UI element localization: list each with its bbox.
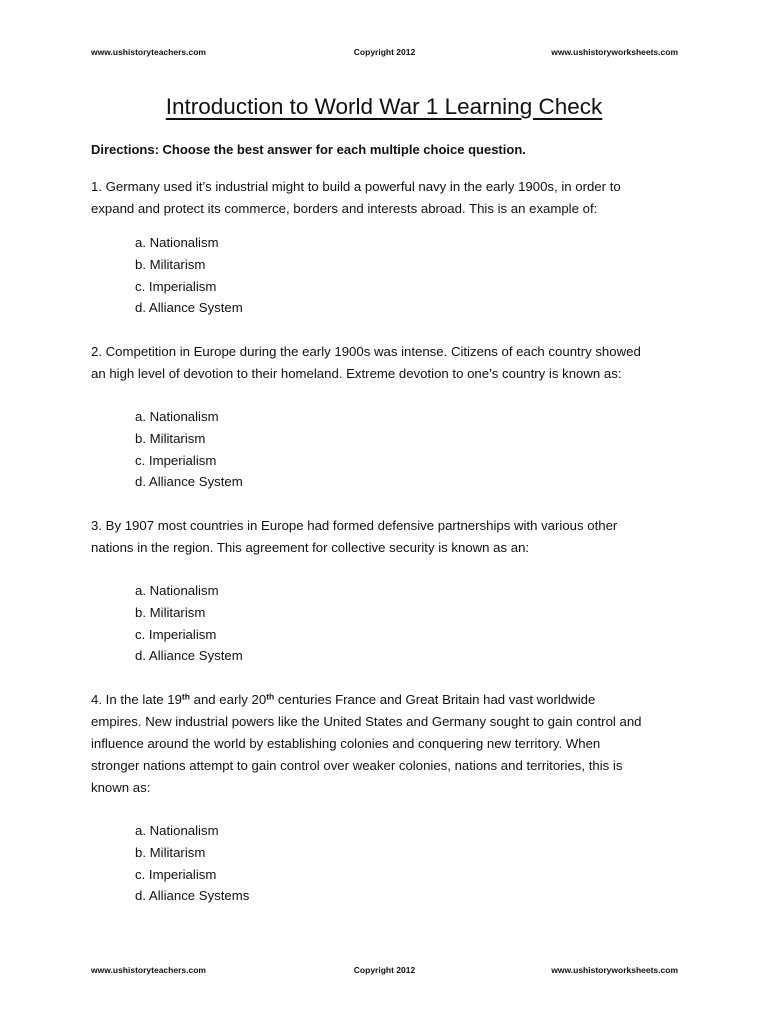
option-c: c. Imperialism xyxy=(135,626,217,642)
question-1-line-2: expand and protect its commerce, borders and interests abroad. This is an example of: xyxy=(91,201,598,216)
question-4-line-2: empires. New industrial powers like the United States and Germany sought to gain control and xyxy=(91,714,642,729)
footer-left-url: www.ushistoryteachers.com xyxy=(91,965,206,975)
header-copyright: Copyright 2012 xyxy=(353,47,416,57)
question-4-line-4: stronger nations attempt to gain control over weaker colonies, nations and territories, this is xyxy=(91,758,623,773)
page-header xyxy=(91,47,678,61)
question-2-line-1: 2. Competition in Europe during the early 1900s was intense. Citizens of each country showed xyxy=(91,344,641,359)
option-c: c. Imperialism xyxy=(135,452,217,468)
option-c: c. Imperialism xyxy=(135,278,217,294)
option-d: d. Alliance System xyxy=(135,648,243,664)
question-4-line-3: influence around the world by establishing colonies and conquering new territory. When xyxy=(91,736,601,751)
option-b: b. Militarism xyxy=(135,604,206,620)
question-2-options xyxy=(135,406,243,493)
page-footer xyxy=(91,965,678,979)
option-c: c. Imperialism xyxy=(135,866,217,882)
option-d: d. Alliance Systems xyxy=(135,888,250,904)
option-a: a. Nationalism xyxy=(135,583,219,598)
option-d: d. Alliance System xyxy=(135,300,243,316)
question-4-line-5: known as: xyxy=(91,780,151,795)
option-b: b. Militarism xyxy=(135,256,206,272)
question-4-options xyxy=(135,820,249,907)
superscript-th: th xyxy=(266,691,275,702)
question-3 xyxy=(91,515,681,559)
option-b: b. Militarism xyxy=(135,844,206,860)
question-2 xyxy=(91,341,681,385)
option-a: a. Nationalism xyxy=(135,235,219,250)
option-d: d. Alliance System xyxy=(135,474,243,490)
header-left-url: www.ushistoryteachers.com xyxy=(91,47,206,57)
footer-right-url: www.ushistoryworksheets.com xyxy=(551,965,678,975)
question-4-line-1-end: centuries France and Great Britain had vast worldwide xyxy=(274,692,596,707)
option-a: a. Nationalism xyxy=(135,409,219,424)
question-3-line-1: 3. By 1907 most countries in Europe had formed defensive partnerships with various other xyxy=(91,518,618,533)
question-4 xyxy=(91,689,681,799)
question-1-line-1: 1. Germany used it’s industrial might to build a powerful navy in the early 1900s, in order to xyxy=(91,179,621,194)
directions: Directions: Choose the best answer for each multiple choice question. xyxy=(91,142,526,157)
superscript-th: th xyxy=(181,691,190,702)
question-3-options xyxy=(135,580,243,667)
question-1-options xyxy=(135,232,243,319)
question-1 xyxy=(91,176,681,220)
question-4-line-1 xyxy=(91,689,681,711)
question-3-line-2: nations in the region. This agreement for collective security is known as an: xyxy=(91,540,530,555)
header-right-url: www.ushistoryworksheets.com xyxy=(551,47,678,57)
page-title: Introduction to World War 1 Learning Check xyxy=(165,94,603,119)
question-4-line-1-start: 4. In the late 19 xyxy=(91,692,182,707)
footer-copyright: Copyright 2012 xyxy=(353,965,416,975)
question-4-line-1-mid: and early 20 xyxy=(189,692,267,707)
option-a: a. Nationalism xyxy=(135,823,219,838)
option-b: b. Militarism xyxy=(135,430,206,446)
question-2-line-2: an high level of devotion to their homeland. Extreme devotion to one’s country is known as: xyxy=(91,366,622,381)
